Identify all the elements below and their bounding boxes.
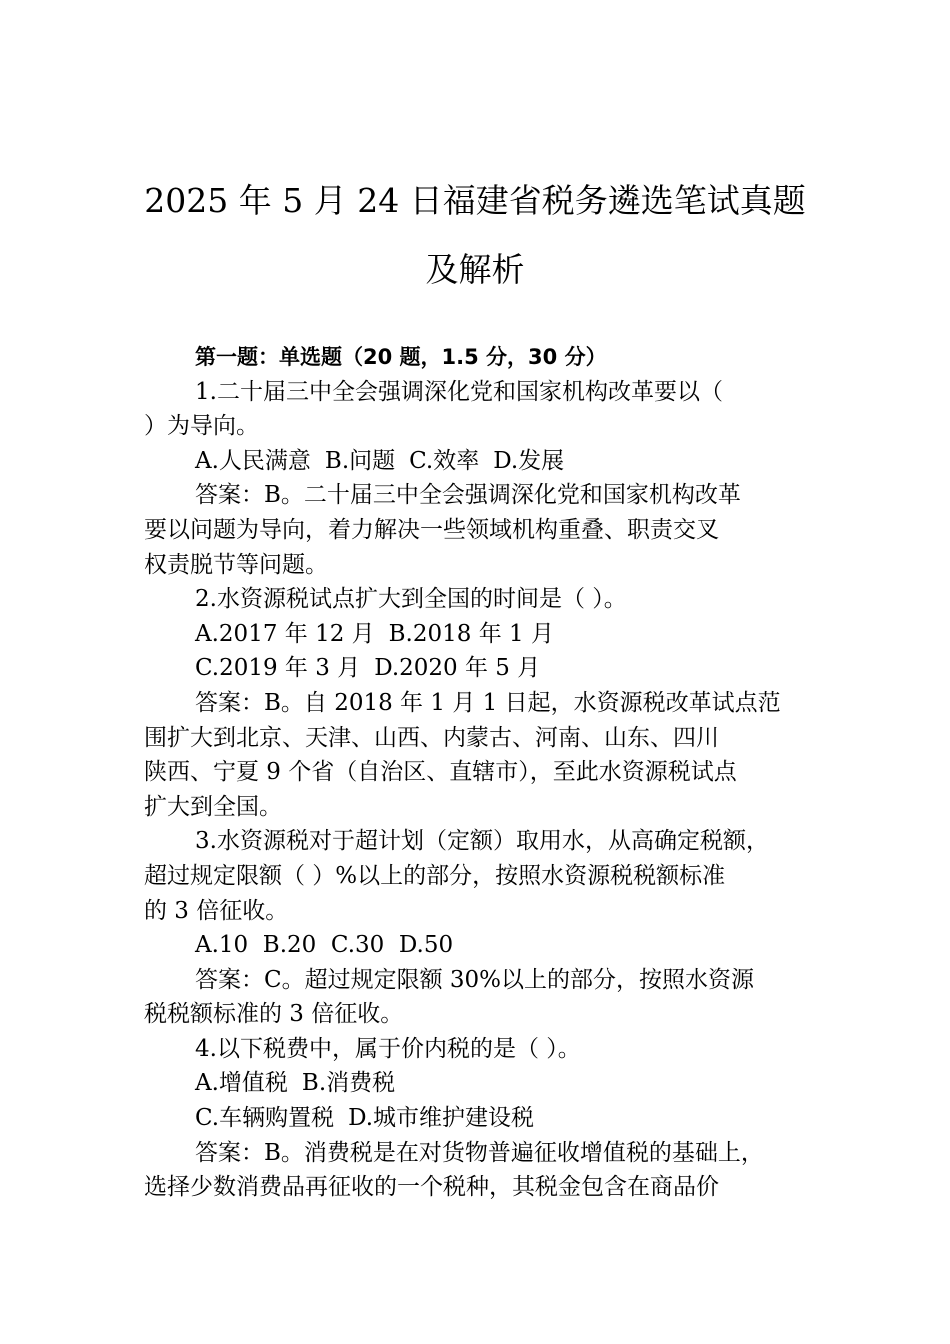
q1-stem-line-1: 1.二十届三中全会强调深化党和国家机构改革要以（	[195, 378, 723, 405]
q1-answer-line-1: 答案：B。二十届三中全会强调深化党和国家机构改革	[195, 482, 741, 509]
q4-options-row-1	[144, 1066, 834, 1101]
q1-option-d: D.发展	[493, 447, 565, 474]
q3-stem-line-2: 超过规定限额（ ）%以上的部分，按照水资源税税额标准	[144, 862, 726, 889]
document-title-line-1: 2025 年 5 月 24 日福建省税务遴选笔试真题	[144, 181, 806, 220]
document-body	[144, 340, 834, 1205]
q3-answer-line-2: 税税额标准的 3 倍征收。	[144, 1001, 404, 1028]
q2-answer-line-1: 答案：B。自 2018 年 1 月 1 日起，水资源税改革试点范	[195, 689, 781, 716]
q2-option-a: A.2017 年 12 月	[195, 620, 375, 647]
q4-option-b: B.消费税	[301, 1070, 396, 1097]
q4-options-row-2	[144, 1101, 834, 1136]
q4-answer-line-2: 选择少数消费品再征收的一个税种，其税金包含在商品价	[144, 1174, 719, 1201]
q2-option-b: B.2018 年 1 月	[388, 620, 554, 647]
q1-option-c: C.效率	[409, 447, 480, 474]
q1-options	[144, 444, 834, 479]
document-title-line-2: 及解析	[425, 250, 525, 289]
q3-stem-line-1: 3.水资源税对于超计划（定额）取用水，从高确定税额，	[195, 828, 769, 855]
q4-answer-line-1: 答案：B。消费税是在对货物普遍征收增值税的基础上，	[195, 1139, 764, 1166]
q2-stem: 2.水资源税试点扩大到全国的时间是（ ）。	[195, 586, 627, 613]
q1-option-a: A.人民满意	[195, 447, 311, 474]
q2-options-row-1	[144, 617, 834, 652]
section-heading: 第一题：单选题（20 题，1.5 分，30 分）	[195, 345, 607, 369]
q4-stem: 4.以下税费中，属于价内税的是（ ）。	[195, 1035, 581, 1062]
q4-option-c: C.车辆购置税	[195, 1105, 335, 1132]
q3-stem-line-3: 的 3 倍征收。	[144, 897, 289, 924]
q3-options: A.10 B.20 C.30 D.50	[195, 932, 454, 959]
q2-answer-line-2: 围扩大到北京、天津、山西、内蒙古、河南、山东、四川	[144, 724, 719, 751]
q2-answer-line-4: 扩大到全国。	[144, 793, 282, 820]
q1-option-b: B.问题	[324, 447, 396, 474]
q3-answer-line-1: 答案：C。超过规定限额 30%以上的部分，按照水资源	[195, 966, 755, 993]
q4-option-d: D.城市维护建设税	[348, 1105, 535, 1132]
q1-answer-line-2: 要以问题为导向，着力解决一些领域机构重叠、职责交叉	[144, 516, 719, 543]
q2-options-row-2	[144, 651, 834, 686]
q2-answer-line-3: 陕西、宁夏 9 个省（自治区、直辖市），至此水资源税试点	[144, 759, 737, 786]
q2-option-c: C.2019 年 3 月	[195, 655, 361, 682]
q4-option-a: A.增值税	[195, 1070, 288, 1097]
q1-stem-line-2: ）为导向。	[144, 413, 259, 440]
q1-answer-line-3: 权责脱节等问题。	[144, 551, 328, 578]
q2-option-d: D.2020 年 5 月	[374, 655, 541, 682]
